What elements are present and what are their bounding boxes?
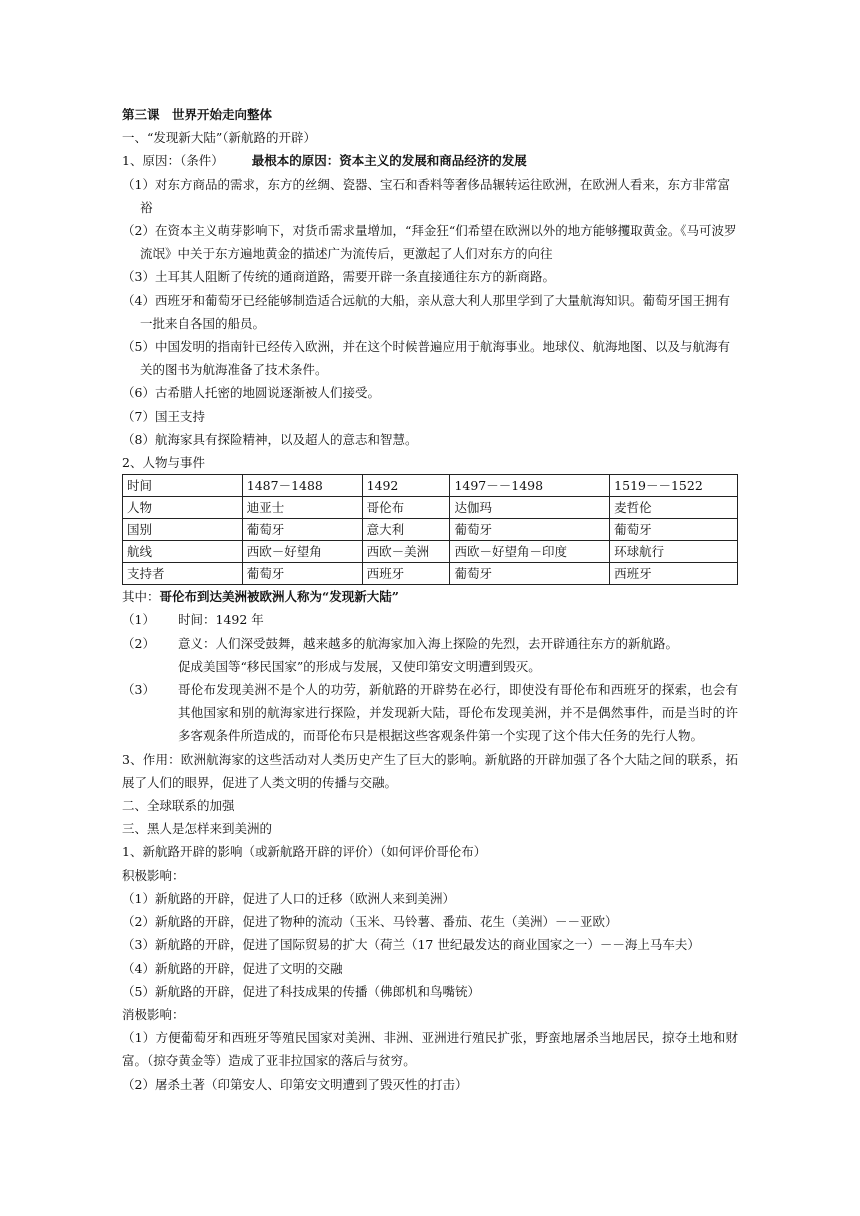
positive-item-3: （3）新航路的开辟，促进了国际贸易的扩大（荷兰（17 世纪最发达的商业国家之一）－－海上马车夫） [122,937,700,953]
table-cell: 西欧－美洲 [362,541,450,563]
table-cell: 葡萄牙 [242,563,362,585]
cause-item-3: （3）土耳其人阻断了传统的通商道路，需要开辟一条直接通往东方的新商路。 [122,269,555,285]
table-cell: 意大利 [362,519,450,541]
cause-item-1: （1）对东方商品的需求，东方的丝绸、瓷器、宝石和香料等奢侈品辗转运往欧洲，在欧洲人看来，东方非常富裕 [122,176,730,215]
table-cell: 达伽玛 [450,497,610,519]
table-cell: 西欧－好望角－印度 [450,541,610,563]
explorers-table [122,474,738,585]
table-cell: 时间 [123,475,243,497]
people-events-heading: 2、人物与事件 [122,455,205,471]
effect-paragraph: 3、作用：欧洲航海家的这些活动对人类历史产生了巨大的影响。新航路的开辟加强了各个大陆之间的联系，拓展了人们的眼界，促进了人类文明的传播与交融。 [122,751,738,790]
section-3-heading: 三、黑人是怎样来到美洲的 [122,821,273,837]
cause-item-5: （5）中国发明的指南针已经传入欧洲，并在这个时候普遍应用于航海事业。地球仪、航海地图、以及与航海有关的图书为航海准备了技术条件。 [122,339,730,378]
columbus-item-3 [122,678,738,748]
positive-label: 积极影响： [122,867,185,883]
cause-item-7: （7）国王支持 [122,408,205,424]
columbus-item-1 [122,608,738,631]
table-cell: 麦哲伦 [610,497,738,519]
table-cell: 支持者 [123,563,243,585]
positive-item-5: （5）新航路的开辟，促进了科技成果的传播（佛郎机和鸟嘴铳） [122,983,480,999]
cause-heading [122,149,738,172]
cause-item-4: （4）西班牙和葡萄牙已经能够制造适合远航的大船，亲从意大利人那里学到了大量航海知识。葡萄牙国王拥有一批来自各国的船员。 [122,292,730,331]
table-row [123,475,738,497]
columbus-prefix: 其中： [122,589,160,605]
columbus-item-2 [122,632,738,678]
table-cell: 航线 [123,541,243,563]
table-row [123,519,738,541]
table-cell: 西班牙 [362,563,450,585]
table-cell: 西欧－好望角 [242,541,362,563]
positive-item-4: （4）新航路的开辟，促进了文明的交融 [122,960,343,976]
table-cell: 迪亚士 [242,497,362,519]
negative-item-1: （1）方便葡萄牙和西班牙等殖民国家对美洲、非洲、亚洲进行殖民扩张，野蛮地屠杀当地居民，掠夺土地和财富。（掠夺黄金等）造成了亚非拉国家的落后与贫穷。 [122,1030,738,1069]
cause-label: 1、原因：（条件） [122,153,224,169]
positive-item-2: （2）新航路的开辟，促进了物种的流动（玉米、马铃薯、番茄、花生（美洲）－－亚欧） [122,914,618,930]
table-cell: 环球航行 [610,541,738,563]
negative-item-2: （2）屠杀土著（印第安人、印第安文明遭到了毁灭性的打击） [122,1076,468,1092]
table-cell: 人物 [123,497,243,519]
item-text: 时间：1492 年 [178,612,264,628]
table-cell: 国别 [123,519,243,541]
item-text: 促成美国等“移民国家”的形成与发展，又使印第安文明遭到毁灭。 [178,658,541,674]
positive-item-1: （1）新航路的开辟，促进了人口的迁移（欧洲人来到美洲） [122,890,455,906]
table-row [123,497,738,519]
item-number: （3） [122,682,155,698]
negative-label: 消极影响： [122,1006,185,1022]
table-cell: 1492 [362,475,450,497]
impact-heading: 1、新航路开辟的影响（或新航路开辟的评价）（如何评价哥伦布） [122,844,487,860]
item-number: （1） [122,612,155,628]
section-2-heading: 二、全球联系的加强 [122,798,235,814]
table-cell: 西班牙 [610,563,738,585]
table-row [123,541,738,563]
section-1-heading: 一、“发现新大陆”（新航路的开辟） [122,130,317,146]
cause-item-6: （6）古希腊人托密的地圆说逐渐被人们接受。 [122,385,380,401]
table-cell: 葡萄牙 [242,519,362,541]
cause-item-8: （8）航海家具有探险精神，以及超人的意志和智慧。 [122,431,418,447]
table-cell: 1487－1488 [242,475,362,497]
table-cell: 葡萄牙 [450,563,610,585]
table-cell: 1497－－1498 [450,475,610,497]
item-text: 哥伦布发现美洲不是个人的功劳，新航路的开辟势在必行，即使没有哥伦布和西班牙的探索，也会有其他国家和别的航海家进行探险，并发现新大陆，哥伦布发现美洲，并不是偶然事件，而是当时的许多客观条件所造成的，而哥伦布只是根据这些客观条件第一个实现了这个伟大任务的先行人物。 [178,682,738,744]
columbus-heading [122,585,738,608]
lesson-title: 第三课 世界开始走向整体 [122,107,273,122]
columbus-title: 哥伦布到达美洲被欧洲人称为“发现新大陆” [159,589,399,605]
table-row [123,563,738,585]
table-cell: 1519－－1522 [610,475,738,497]
table-cell: 葡萄牙 [450,519,610,541]
cause-main: 最根本的原因：资本主义的发展和商品经济的发展 [251,153,527,169]
table-cell: 葡萄牙 [610,519,738,541]
item-text: 意义：人们深受鼓舞，越来越多的航海家加入海上探险的先烈，去开辟通往东方的新航路。 [178,635,679,651]
table-cell: 哥伦布 [362,497,450,519]
item-number: （2） [122,635,155,651]
document-body [122,103,738,1096]
cause-item-2: （2）在资本主义萌芽影响下，对货币需求量增加，“拜金狂“们希望在欧洲以外的地方能够攫取黄金。《马可波罗流氓》中关于东方遍地黄金的描述广为流传后，更激起了人们对东方的向往 [122,223,737,262]
